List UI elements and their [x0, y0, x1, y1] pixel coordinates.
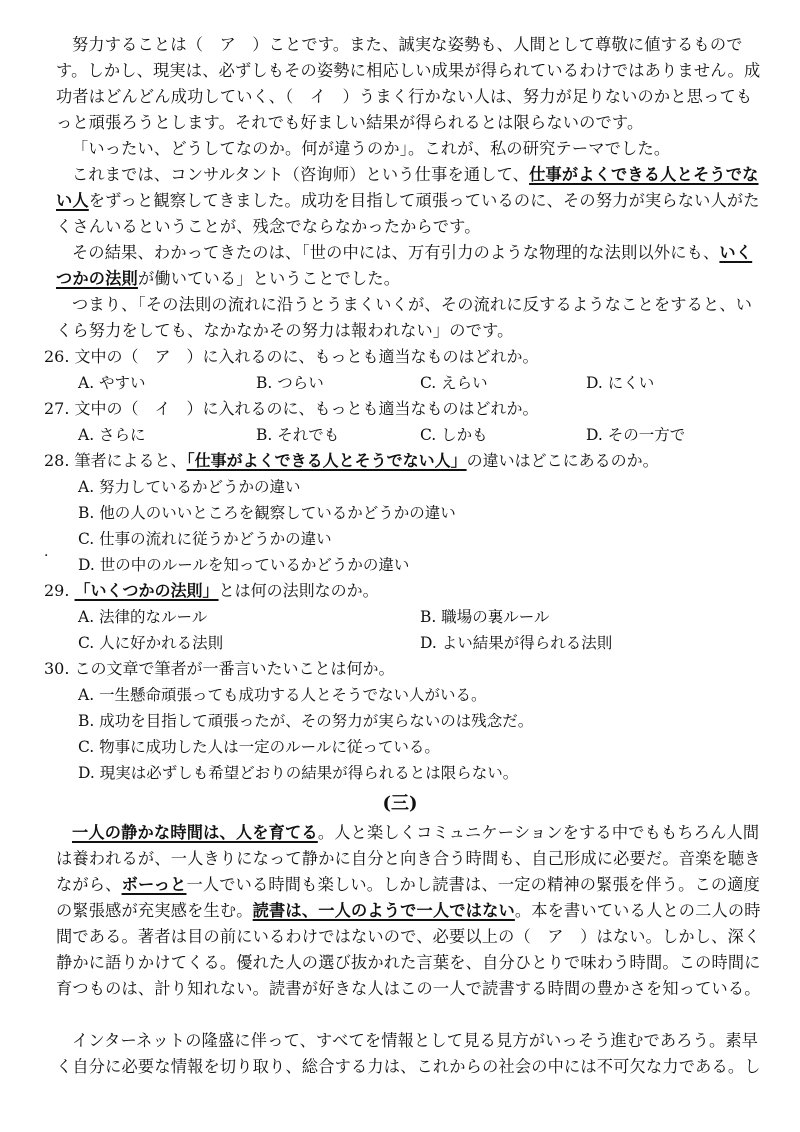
passage1-paragraph3: これまでは、コンサルタント（咨询师）という仕事を通して、仕事がよくできる人とそうでない人をずっと観察してきました。成功を目指して頑張っているのに、その努力が実らない人がたくさんいるということが、残念でならなかったからです。 [56, 165, 760, 236]
underlined-phrase-good-workers: 仕事がよくできる人とそうでない人 [56, 165, 759, 210]
q27-option-b[interactable]: B. それでも [256, 426, 340, 444]
q29-option-c[interactable]: C. 人に好かれる法則 [78, 634, 224, 652]
q27-option-c[interactable]: C. しかも [420, 426, 488, 444]
underlined-phrase-quiet-time: 一人の静かな時間は、人を育てる [72, 823, 318, 842]
q26-option-c[interactable]: C. えらい [420, 374, 488, 392]
section3-paragraph2: インターネットの隆盛に伴って、すべてを情報として見る見方がいっそう進むであろう。素早く自分に必要な情報を切り取り、総合する力は、これからの社会の中には不可欠な力である。し [56, 1031, 761, 1076]
question-30: 30. この文章で筆者が一番言いたいことは何か。 [44, 659, 395, 678]
q28-option-c[interactable]: C. 仕事の流れに従うかどうかの違い [78, 530, 332, 548]
stray-dot-mark: · [44, 548, 49, 564]
passage1-paragraph5: つまり、「その法則の流れに沿うとうまくいくが、その流れに反するようなことをすると、いくら努力をしても、なかなかその努力は報われない」のです。 [56, 295, 753, 340]
passage1-paragraph4: その結果、わかってきたのは、「世の中には、万有引力のような物理的な法則以外にも、いくつかの法則が働いている」ということでした。 [56, 243, 753, 288]
section-3-title: (三) [382, 793, 418, 814]
q30-option-b[interactable]: B. 成功を目指して頑張ったが、その努力が実らないのは残念だ。 [78, 712, 534, 730]
q28-option-a[interactable]: A. 努力しているかどうかの違い [78, 478, 301, 496]
q29-option-a[interactable]: A. 法律的なルール [78, 608, 208, 626]
underlined-phrase-some-laws: いくつかの法則 [56, 243, 753, 288]
passage1-paragraph2: 「いったい、どうしてなのか。何が違うのか」。これが、私の研究テーマでした。 [72, 139, 671, 158]
q29-underlined-phrase: 「いくつかの法則」 [74, 581, 219, 600]
q29-option-d[interactable]: D. よい結果が得られる法則 [420, 634, 613, 652]
q28-underlined-phrase: 「仕事がよくできる人とそうでない人」 [186, 451, 467, 470]
question-27: 27. 文中の（ イ ）に入れるのに、もっとも適当なものはどれか。 [44, 399, 539, 418]
underlined-phrase-bootto: ボーっと [121, 875, 187, 894]
q27-option-a[interactable]: A. さらに [78, 426, 146, 444]
q26-option-d[interactable]: D. にくい [586, 374, 655, 392]
underlined-phrase-reading: 読書は、一人のようで一人ではない [252, 901, 515, 920]
q26-option-b[interactable]: B. つらい [256, 374, 324, 392]
q28-option-d[interactable]: D. 世の中のルールを知っているかどうかの違い [78, 556, 410, 574]
q28-option-b[interactable]: B. 他の人のいいところを観察しているかどうかの違い [78, 504, 456, 522]
q29-option-b[interactable]: B. 職場の裏ルール [420, 608, 550, 626]
q30-option-a[interactable]: A. 一生懸命頑張っても成功する人とそうでない人がいる。 [78, 686, 487, 704]
question-26: 26. 文中の（ ア ）に入れるのに、もっとも適当なものはどれか。 [44, 347, 539, 366]
passage1-paragraph1: 努力することは（ ア ）ことです。また、誠実な姿勢も、人間として尊敬に値するものです。しかし、現実は、必ずしもその姿勢に相応しい成果が得られているわけではありません。成功者はどんどん成功していく、（ イ ）うまく行かない人は、努力が足りないのかと思ってもっと頑張ろうとします。それでも好ましい結果が得られるとは限らないのです。 [56, 35, 761, 132]
q30-option-d[interactable]: D. 現実は必ずしも希望どおりの結果が得られるとは限らない。 [78, 764, 519, 782]
q27-option-d[interactable]: D. その一方で [586, 426, 686, 444]
question-29: 29. 「いくつかの法則」とは何の法則なのか。 [44, 581, 379, 600]
section3-paragraph1: 一人の静かな時間は、人を育てる。人と楽しくコミュニケーションをする中でももちろん人間は養われるが、一人きりになって静かに自分と向き合う時間も、自己形成に必要だ。音楽を聴きながら、ボーっと一人でいる時間も楽しい。しかし読書は、一定の精神の緊張を伴う。この適度の緊張感が充実感を生む。読書は、一人のようで一人ではない。本を書いている人との二人の時間である。著者は目の前にいるわけではないので、必要以上の（ ア ）はない。しかし、深く静かに語りかけてくる。優れた人の選び抜かれた言葉を、自分ひとりで味わう時間。この時間に育つものは、計り知れない。読書が好きな人はこの一人で読書する時間の豊かさを知っている。 [56, 823, 761, 998]
q26-option-a[interactable]: A. やすい [78, 374, 146, 392]
question-28: 28. 筆者によると、「仕事がよくできる人とそうでない人」の違いはどこにあるのか。 [44, 451, 659, 470]
q30-option-c[interactable]: C. 物事に成功した人は一定のルールに従っている。 [78, 738, 440, 756]
